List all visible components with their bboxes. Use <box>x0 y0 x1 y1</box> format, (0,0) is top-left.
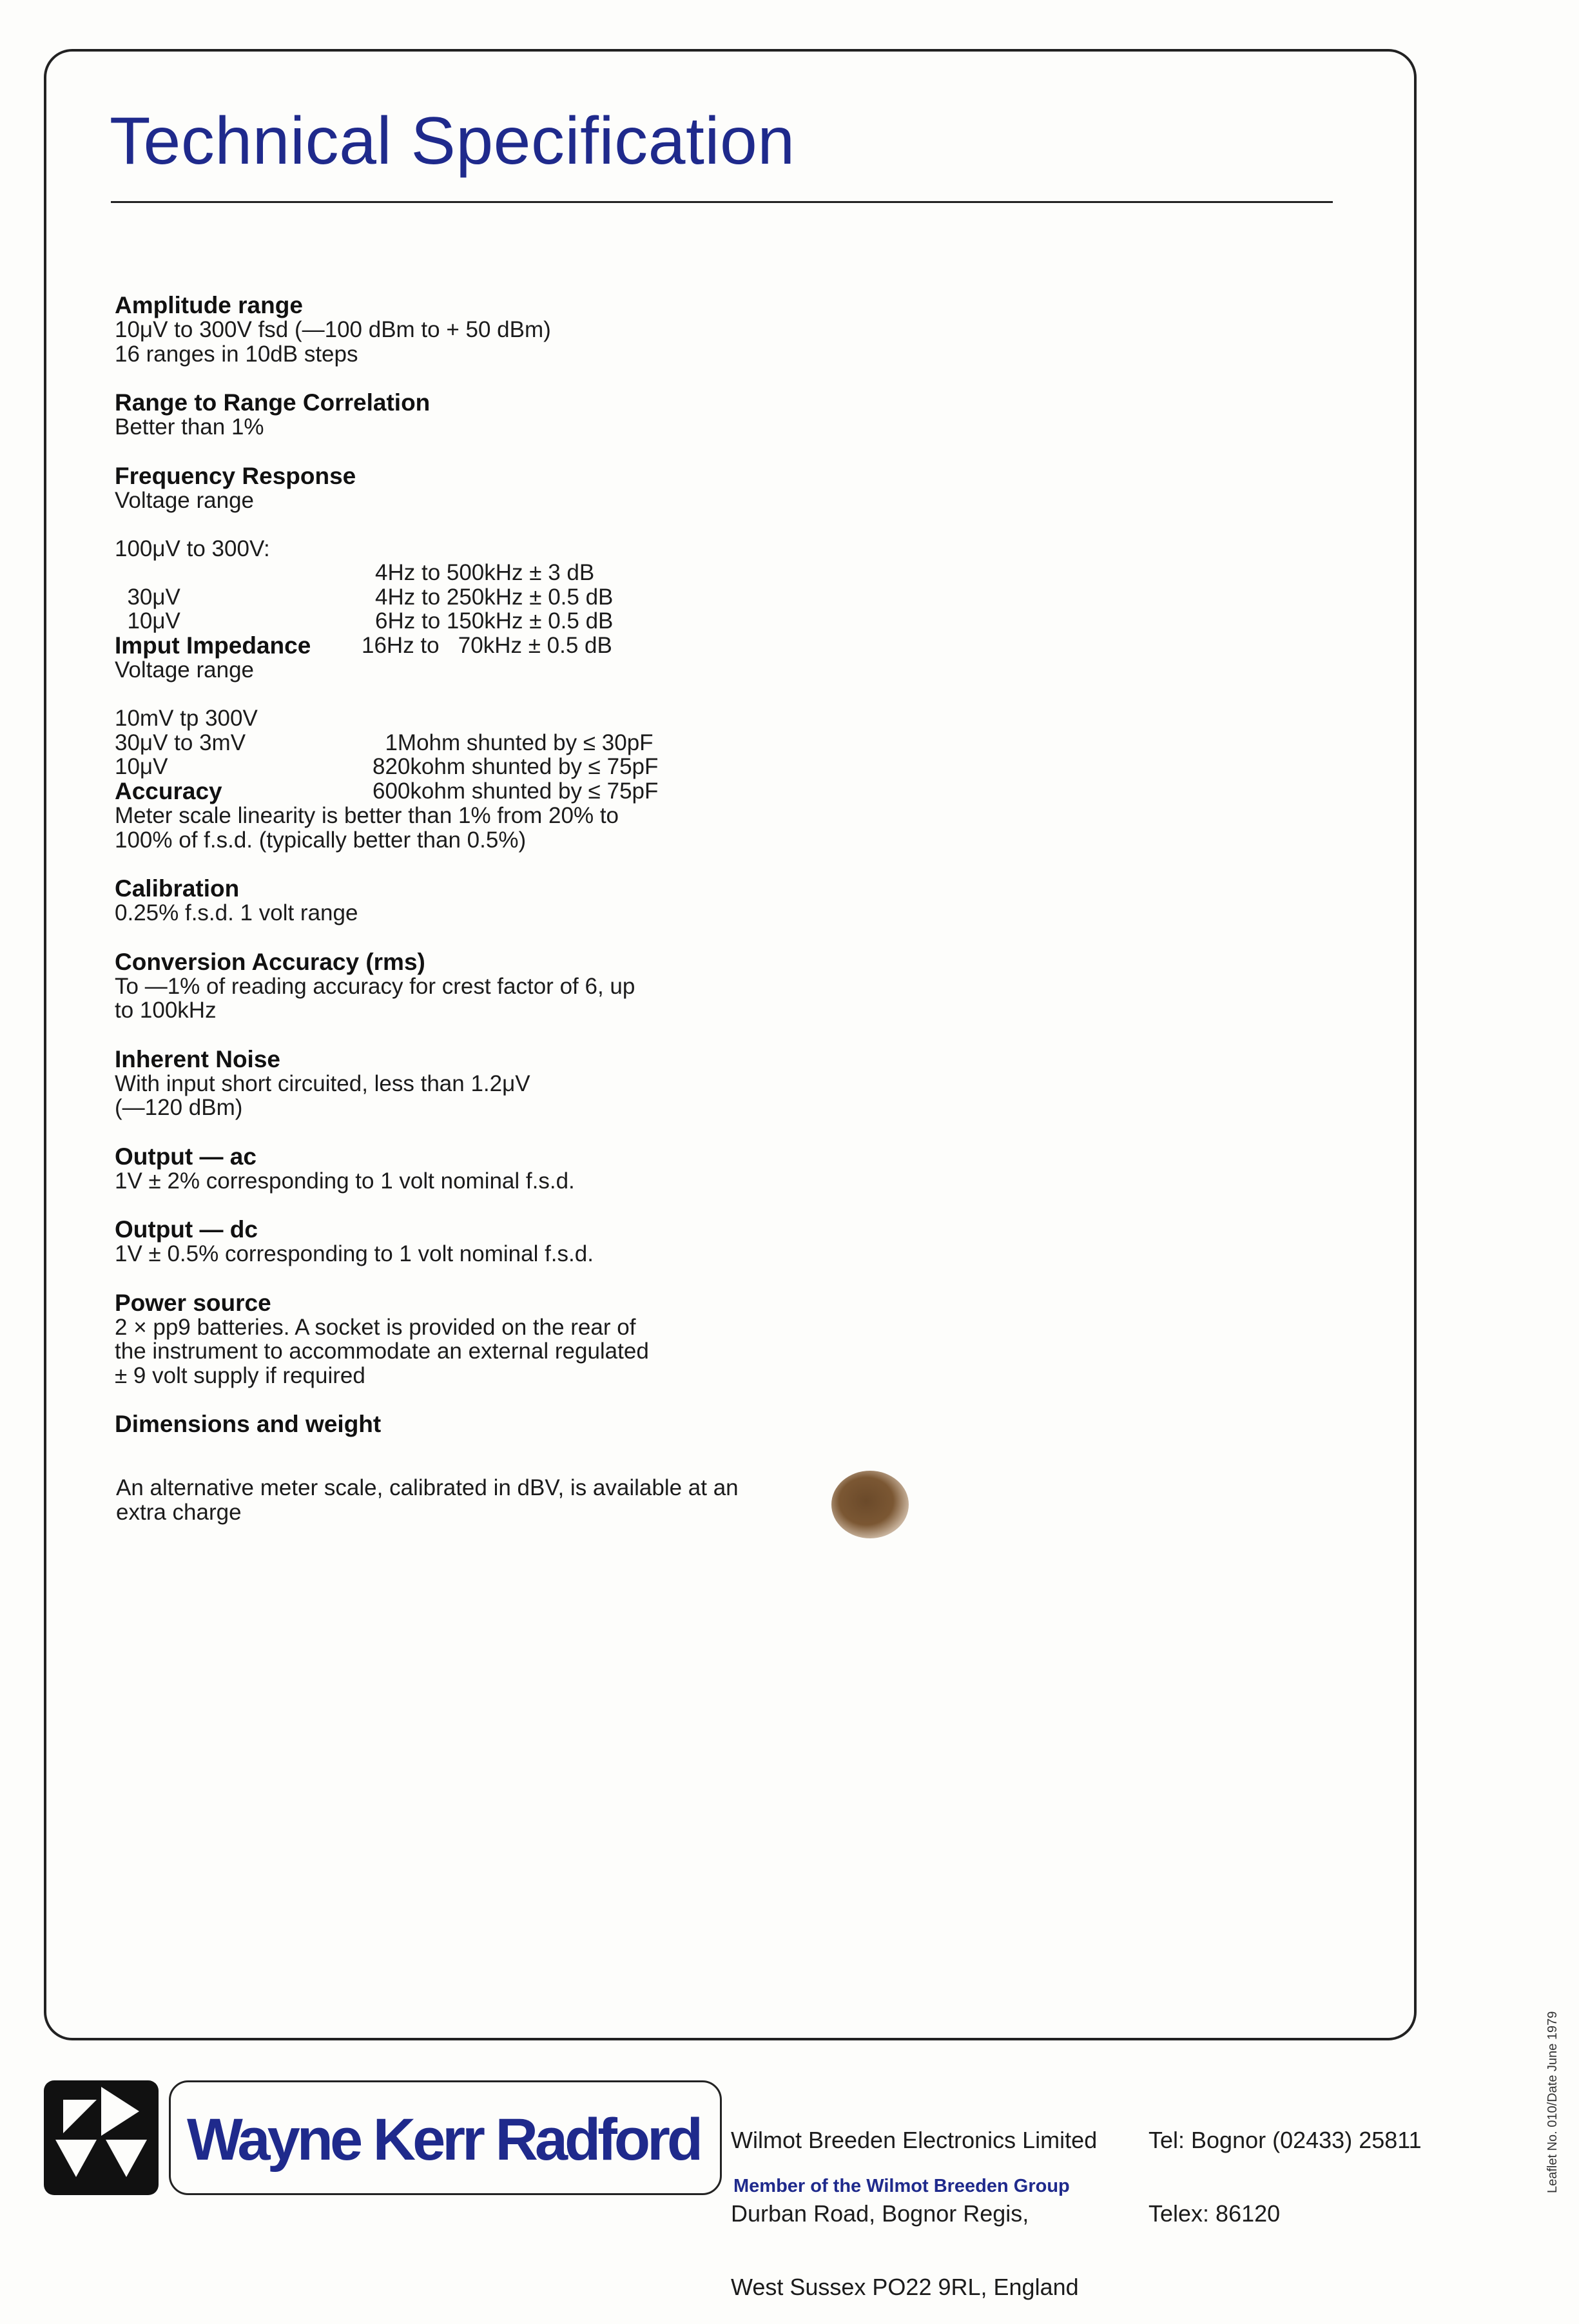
spec-line: 1V ± 2% corresponding to 1 volt nominal f.s.d. <box>115 1168 575 1194</box>
spec-heading: Frequency Response <box>115 462 356 489</box>
address-line: Durban Road, Bognor Regis, <box>731 2200 1029 2227</box>
row-label: 30μV <box>115 584 180 610</box>
spec-list <box>115 293 759 1461</box>
spec-inherent-noise <box>115 1047 759 1120</box>
meter-scale-note: An alternative meter scale, calibrated in dBV, is available at an extra charge <box>116 1475 739 1525</box>
spec-heading: Dimensions and weight <box>115 1411 382 1437</box>
row-label: 10μV <box>115 754 168 779</box>
table-row <box>115 512 759 585</box>
row-value: 1Mohm shunted by ≤ 30pF <box>373 730 654 755</box>
row-label: 10μV <box>115 608 180 634</box>
spec-heading: Range to Range Correlation <box>115 389 431 416</box>
telex: Telex: 86120 <box>1148 2200 1281 2227</box>
row-value: 820kohm shunted by ≤ 75pF <box>373 754 659 779</box>
spec-line: ± 9 volt supply if required <box>115 1362 365 1388</box>
spec-heading: Accuracy <box>115 778 222 804</box>
paper-stain <box>831 1471 909 1538</box>
spec-line: (—120 dBm) <box>115 1095 243 1120</box>
spec-line: 1V ± 0.5% corresponding to 1 volt nominal f.s.d. <box>115 1241 594 1266</box>
spec-heading: Output — ac <box>115 1143 257 1170</box>
spec-heading: Calibration <box>115 875 240 902</box>
spec-dimensions <box>115 1412 759 1437</box>
row-value: 6Hz to 150kHz ± 0.5 dB <box>375 608 614 634</box>
spec-line: To —1% of reading accuracy for crest factor of 6, up <box>115 973 635 999</box>
telephone: Tel: Bognor (02433) 25811 <box>1148 2127 1422 2153</box>
spec-line: 100% of f.s.d. (typically better than 0.5%) <box>115 827 527 853</box>
spec-heading: Power source <box>115 1289 271 1316</box>
spec-line: 16 ranges in 10dB steps <box>115 341 358 367</box>
row-label: 10mV tp 300V <box>115 706 258 731</box>
spec-heading: Inherent Noise <box>115 1045 280 1072</box>
company-logo-icon <box>44 2080 159 2195</box>
row-label: 100μV to 300V: <box>115 536 270 561</box>
page-title: Technical Specification <box>110 104 795 179</box>
company-address <box>731 2079 1097 2324</box>
spec-line: With input short circuited, less than 1.2μV <box>115 1070 530 1096</box>
spec-line: 10μV to 300V fsd (—100 dBm to + 50 dBm) <box>115 317 551 342</box>
row-value: 16Hz to 70kHz ± 0.5 dB <box>362 632 612 658</box>
spec-output-ac <box>115 1145 759 1194</box>
spec-conversion-accuracy <box>115 950 759 1023</box>
spec-power-source <box>115 1291 759 1388</box>
contact-info <box>1148 2079 1422 2251</box>
address-line: Wilmot Breeden Electronics Limited <box>731 2127 1098 2153</box>
spec-line: 2 × pp9 batteries. A socket is provided on the rear of <box>115 1314 636 1340</box>
address-line: West Sussex PO22 9RL, England <box>731 2274 1079 2300</box>
row-label: 30μV to 3mV <box>115 730 246 755</box>
spec-line: the instrument to accommodate an external regulated <box>115 1339 649 1364</box>
row-value: 4Hz to 250kHz ± 0.5 dB <box>375 584 614 610</box>
row-value: 4Hz to 500kHz ± 3 dB <box>375 560 595 585</box>
spec-amplitude-range <box>115 293 759 366</box>
spec-heading: Imput Impedance <box>115 632 311 659</box>
leaflet-number: Leaflet No. 010/Date June 1979 <box>1545 2011 1560 2193</box>
brand-name: Wayne Kerr Radford <box>187 2107 701 2173</box>
spec-line: to 100kHz <box>115 998 217 1023</box>
spec-heading: Conversion Accuracy (rms) <box>115 948 425 975</box>
spec-calibration <box>115 876 759 925</box>
title-rule <box>111 201 1333 203</box>
row-value: 600kohm shunted by ≤ 75pF <box>373 778 659 804</box>
spec-line: Voltage range <box>115 487 255 513</box>
spec-range-correlation <box>115 391 759 440</box>
spec-line: Meter scale linearity is better than 1% from 20% to <box>115 803 619 828</box>
spec-line: 0.25% f.s.d. 1 volt range <box>115 900 358 925</box>
spec-heading: Amplitude range <box>115 292 303 318</box>
spec-line: Better than 1% <box>115 414 264 440</box>
group-membership: Member of the Wilmot Breeden Group <box>733 2176 1070 2196</box>
spec-output-dc <box>115 1217 759 1266</box>
spec-heading: Output — dc <box>115 1216 258 1243</box>
spec-line: Voltage range <box>115 657 255 683</box>
